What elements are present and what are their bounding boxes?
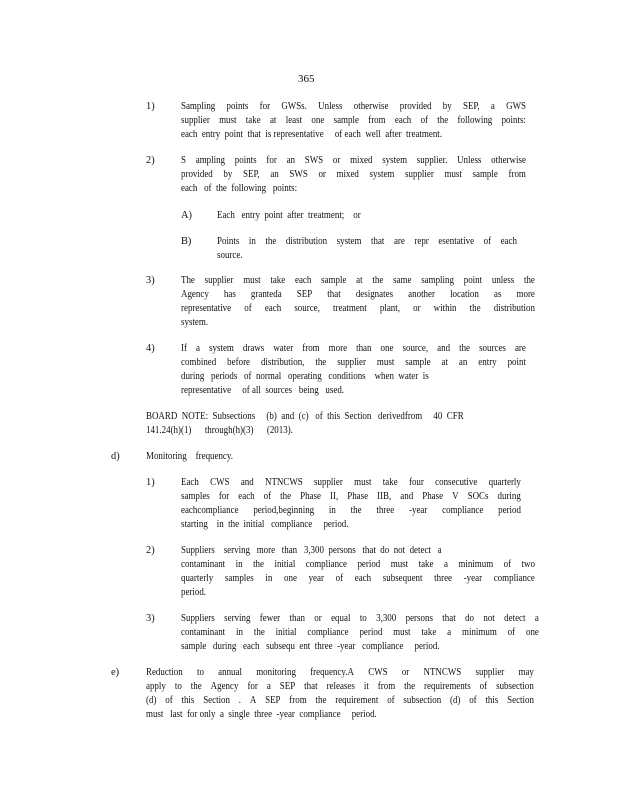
paragraph-label: 1)	[146, 477, 155, 488]
text-line: each entry point that is representative of each well after treatment.	[181, 129, 443, 140]
text-line: must last for only a single three -year compliance period.	[146, 709, 377, 720]
text-line: Each entry point after treatment; or	[217, 210, 361, 221]
text-line: (d) of this Section . A SEP from the requirement of subsection (d) of this Section	[146, 695, 534, 706]
text-line: quarterly samples in one year of each subsequent three -year compliance	[181, 573, 535, 584]
text-line: Suppliers serving fewer than or equal to 3,300 persons that do not detect a	[181, 613, 539, 624]
paragraph-label: d)	[111, 451, 120, 462]
text-line: S ampling points for an SWS or mixed system supplier. Unless otherwise	[181, 155, 526, 166]
paragraph-label: 2)	[146, 155, 155, 166]
paragraph-label: 1)	[146, 101, 155, 112]
text-line: Each CWS and NTNCWS supplier must take four consecutive quarterly	[181, 477, 521, 488]
text-line: If a system draws water from more than one source, and the sources are	[181, 343, 526, 354]
text-line: Suppliers serving more than 3,300 persons that do not detect a	[181, 545, 442, 556]
text-line: during periods of normal operating conditions when water is	[181, 371, 429, 382]
text-line: Monitoring frequency.	[146, 451, 234, 462]
text-line: The supplier must take each sample at the same sampling point unless the	[181, 275, 535, 286]
text-line: contaminant in the initial compliance period must take a minimum of one	[181, 627, 539, 638]
text-line: representative of all sources being used.	[181, 385, 345, 396]
text-line: period.	[181, 587, 207, 598]
text-line: samples for each of the Phase II, Phase IIB, and Phase V SOCs during	[181, 491, 521, 502]
page-number: 365	[298, 73, 315, 85]
paragraph-label: B)	[181, 236, 192, 247]
paragraph-label: 2)	[146, 545, 155, 556]
text-line: combined before distribution, the supplier must sample at an entry point	[181, 357, 526, 368]
paragraph-label: 3)	[146, 275, 155, 286]
text-line: each of the following points:	[181, 183, 298, 194]
paragraph-label: 4)	[146, 343, 155, 354]
paragraph-label: e)	[111, 667, 120, 678]
text-line: system.	[181, 317, 209, 328]
text-line: 141.24(h)(1) through(h)(3) (2013).	[146, 425, 293, 436]
text-line: eachcompliance period,beginning in the three -year compliance period	[181, 505, 521, 516]
text-line: Reduction to annual monitoring frequency.A CWS or NTNCWS supplier may	[146, 667, 534, 678]
text-line: representative of each source, treatment plant, or within the distribution	[181, 303, 535, 314]
text-line: BOARD NOTE: Subsections (b) and (c) of this Section derivedfrom 40 CFR	[146, 411, 464, 422]
text-line: source.	[217, 250, 243, 261]
text-line: starting in the initial compliance period.	[181, 519, 349, 530]
text-line: supplier must take at least one sample from each of the following points:	[181, 115, 526, 126]
text-line: sample during each subsequ ent three -year compliance period.	[181, 641, 440, 652]
paragraph-label: 3)	[146, 613, 155, 624]
paragraph-label: A)	[181, 210, 192, 221]
text-line: Points in the distribution system that are repr esentative of each	[217, 236, 517, 247]
text-line: Sampling points for GWSs. Unless otherwise provided by SEP, a GWS	[181, 101, 526, 112]
text-line: contaminant in the initial compliance period must take a minimum of two	[181, 559, 535, 570]
text-line: provided by SEP, an SWS or mixed system supplier must sample from	[181, 169, 526, 180]
text-line: Agency has granteda SEP that designates another location as more	[181, 289, 535, 300]
text-line: apply to the Agency for a SEP that releases it from the requirements of subsection	[146, 681, 534, 692]
